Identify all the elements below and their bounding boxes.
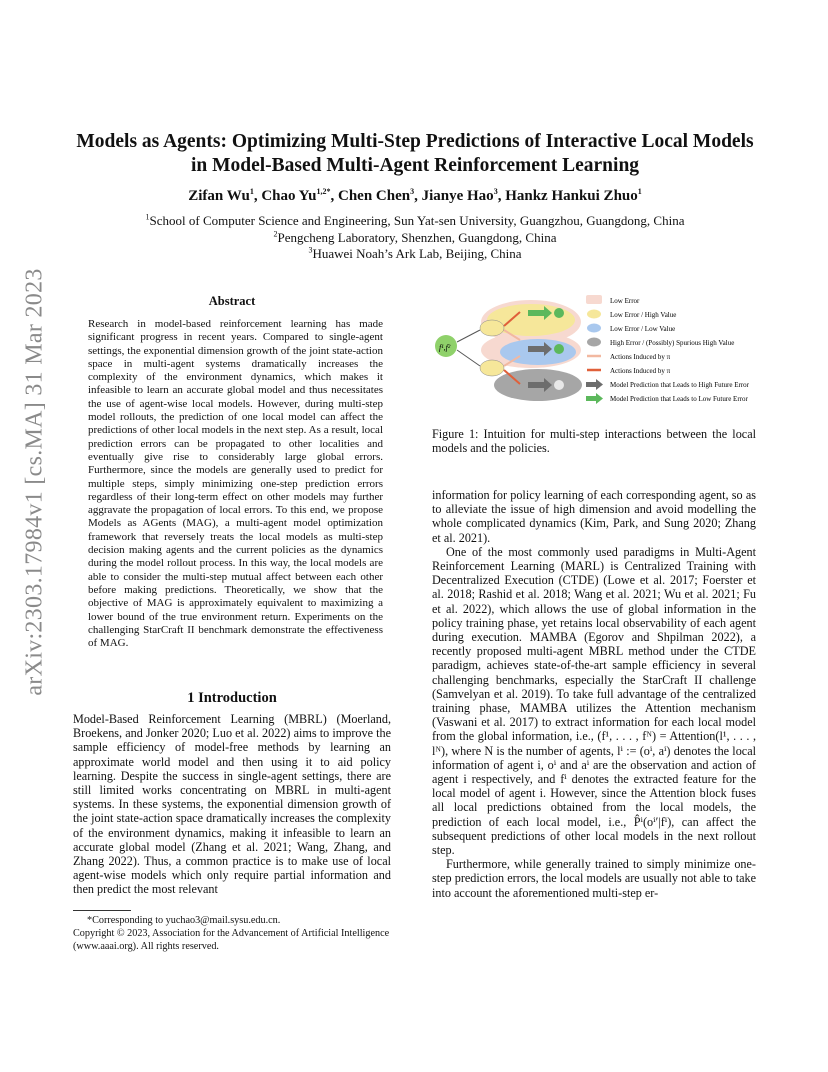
author-sup: 1 <box>249 187 254 196</box>
author: Jianye Hao <box>421 188 494 204</box>
legend-label: Low Error <box>610 297 640 305</box>
introduction-text: Model-Based Reinforcement Learning (MBRL) (Moerland, Broekens, and Jonker 2020; Luo et al. 2022) aims to improve the sample efficiency of model-free methods by learning an approximate world model and then using it to aid policy learning. Despite the success in single-agent settings, there are still limited works concentrating on MBRL in multi-agent systems. In these systems, the exponential dimension growth of the joint state-action space dramatically increases the complexity of the environment dynamics, making it infeasible to learn an accurate global model (Zhang et al. 2021; Wang, Zhang, and Zhang 2022). Thus, a common practice is to make use of local agent-wise models which only require partial information and then predict the most relevant <box>73 712 391 897</box>
figure-1-diagram <box>428 288 768 416</box>
figure-legend <box>586 295 750 404</box>
legend-arrowhead <box>596 379 603 390</box>
author-list: Zifan Wu$^1$, Chao $Yu^{1,2*}$, Chen Chen$^3$, Jianye Hao$^3$, Hankz Hankui Zhuo$^1$ <box>188 187 642 204</box>
legend-label: High Error / (Possibly) Spurious High Value <box>610 339 735 347</box>
low-future-error-arrow <box>528 310 544 316</box>
legend-label: Model Prediction that Leads to Low Future Error <box>610 395 748 403</box>
legend-swatch-high-future-error <box>586 382 596 387</box>
title-line-1: Models as Agents: Optimizing Multi-Step Predictions of Interactive Local Models <box>76 131 754 152</box>
author: Chao Yu <box>261 188 317 204</box>
author-sup: 1,2* <box>316 187 331 196</box>
affil-text: School of Computer Science and Engineering, Sun Yat-sen University, Guangzhou, Guangdong, China <box>149 213 685 228</box>
local-model-node-1 <box>480 320 504 336</box>
right-column-text <box>432 488 756 900</box>
legend-label: Actions Induced by π <box>610 367 671 375</box>
legend-label: Low Error / High Value <box>610 311 677 319</box>
high-future-error-arrow <box>528 382 544 388</box>
abstract-text: Research in model-based reinforcement learning has made significant progress in recent years. Compared to single-agent settings, the exponential dimension growth of the joint state-action space in multi-agent systems dramatically increases the complexity of the environment dynamics, which makes it infeasible to learn an accurate global model and thus necessitates the use of agent-wise local models. However, during multi-step model rollouts, the prediction of one local model can affect the predictions of other local models in the next step. As a result, local prediction errors can be propagated to other localities and eventually give rise to considerably large global errors. Furthermore, since the models are generally used to predict for multiple steps, simply minimizing one-step prediction errors regardless of their long-term effect on other models may further aggravate the propagation of local errors. To this end, we propose Models as AGents (MAG), a multi-agent model optimization framework that reversely treats the local models as multi-step decision making agents and the current policies as the dynamics during the model rollout process. In this way, the local models are able to consider the multi-step mutual affect between each other before making predictions. Theoretically, we show that the objective of MAG is approximately equivalent to maximizing a lower bound of the true environment return. Experiments on the challenging StarCraft II benchmark demonstrate the effectiveness of MAG. <box>88 318 383 650</box>
author-sup: 1 <box>637 187 642 196</box>
author: Hankz Hankui Zhuo <box>505 188 638 204</box>
legend-swatch-low-future-error <box>586 396 596 401</box>
footnote-rule <box>73 910 131 911</box>
affiliation-2 <box>70 230 760 247</box>
legend-label: Model Prediction that Leads to High Future Error <box>610 381 749 389</box>
arxiv-sidebar <box>10 262 60 702</box>
outcome-node <box>554 308 564 318</box>
state-node-text: f¹,f² <box>439 343 451 352</box>
paragraph: information for policy learning of each corresponding agent, so as to alleviate the issue of high dimension and avoid modelling the whole complicated dynamics (Kim, Park, and Sung 2020; Zhang et al. 2021). <box>432 488 756 545</box>
affil-sup: 2 <box>273 229 278 239</box>
figure-1-caption: Figure 1: Intuition for multi-step interactions between the local models and the policies. <box>432 427 756 456</box>
legend-swatch-low-error <box>586 295 602 304</box>
author: Zifan Wu <box>188 188 250 204</box>
legend-swatch-high-value <box>587 310 601 319</box>
legend-arrowhead <box>596 393 603 404</box>
high-future-error-arrow <box>528 346 544 352</box>
outcome-node <box>554 344 564 354</box>
affiliations <box>70 213 760 263</box>
edge <box>457 330 480 342</box>
edge <box>457 350 480 366</box>
abstract-heading: Abstract <box>208 294 256 308</box>
legend-label: Actions Induced by π <box>610 353 671 361</box>
affil-text: Huawei Noah’s Ark Lab, Beijing, China <box>312 246 522 261</box>
affil-sup: 3 <box>308 245 313 255</box>
outcome-node <box>554 380 564 390</box>
affil-sup: 1 <box>145 212 150 222</box>
section-heading-introduction: 1 Introduction <box>187 690 277 706</box>
author-sup: 3 <box>410 187 415 196</box>
legend-label: Low Error / Low Value <box>610 325 676 333</box>
paragraph: Furthermore, while generally trained to simply minimize one-step prediction errors, the local models are usually not able to take into account the aforementioned multi-step er- <box>432 857 756 900</box>
title-line-2: in Model-Based Multi-Agent Reinforcement Learning <box>190 155 640 176</box>
corresponding-author-note: *Corresponding to yuchao3@mail.sysu.edu.cn. <box>87 915 281 926</box>
affiliation-1 <box>70 213 760 230</box>
local-model-node-2 <box>480 360 504 376</box>
author-sup: 3 <box>493 187 498 196</box>
author: Chen Chen <box>337 188 411 204</box>
arxiv-identifier: arXiv:2303.17984v1 [cs.MA] 31 Mar 2023 <box>21 268 48 696</box>
legend-swatch-low-value <box>587 324 601 333</box>
paragraph: One of the most commonly used paradigms in Multi-Agent Reinforcement Learning (MARL) is Centralized Training with Decentralized Execution (CTDE) (Lowe et al. 2017; Foerster et al. 2018; Rashid et al. 2018; Wang et al. 2021; Wu et al. 2021; Fu et al. 2022), which allows the use of global information in the policy training phase, yet retains local observability of each agent during execution. MAMBA (Egorov and Shpilman 2022), a recently proposed multi-agent MBRL method under the CTDE paradigm, achieves state-of-the-art sample efficiency in several challenging benchmarks, especially the StarCraft II challenge (Samvelyan et al. 2019). To take full advantage of the centralized training phase, MAMBA utilizes the Attention mechanism (Vaswani et al. 2017) to extract information for each local model from the global information, i.e., (f¹, . . . , fᴺ) = Attention(l¹, . . . , lᴺ), where N is the number of agents, lⁱ := (oⁱ, aⁱ) denotes the local information of agent i, oⁱ and aⁱ are the observation and action of agent i respectively, and fⁱ denotes the extracted feature for the local model of agent i. However, since the Attention block fuses all local predictions obtained from the local models, the prediction of each local model, i.e., P̂ⁱ(oⁱ′|fⁱ), can affect the subsequent predictions of other local models in the next rollout step. <box>432 544 756 858</box>
footnote <box>73 914 391 953</box>
affiliation-3 <box>70 246 760 263</box>
affil-text: Pengcheng Laboratory, Shenzhen, Guangdong, China <box>277 229 557 245</box>
legend-swatch-spurious <box>587 338 601 347</box>
paper-title <box>70 130 760 178</box>
figure-1 <box>428 288 768 416</box>
copyright-note: Copyright © 2023, Association for the Advancement of Artificial Intelligence (www.aaai.org). All rights reserved. <box>73 928 390 952</box>
